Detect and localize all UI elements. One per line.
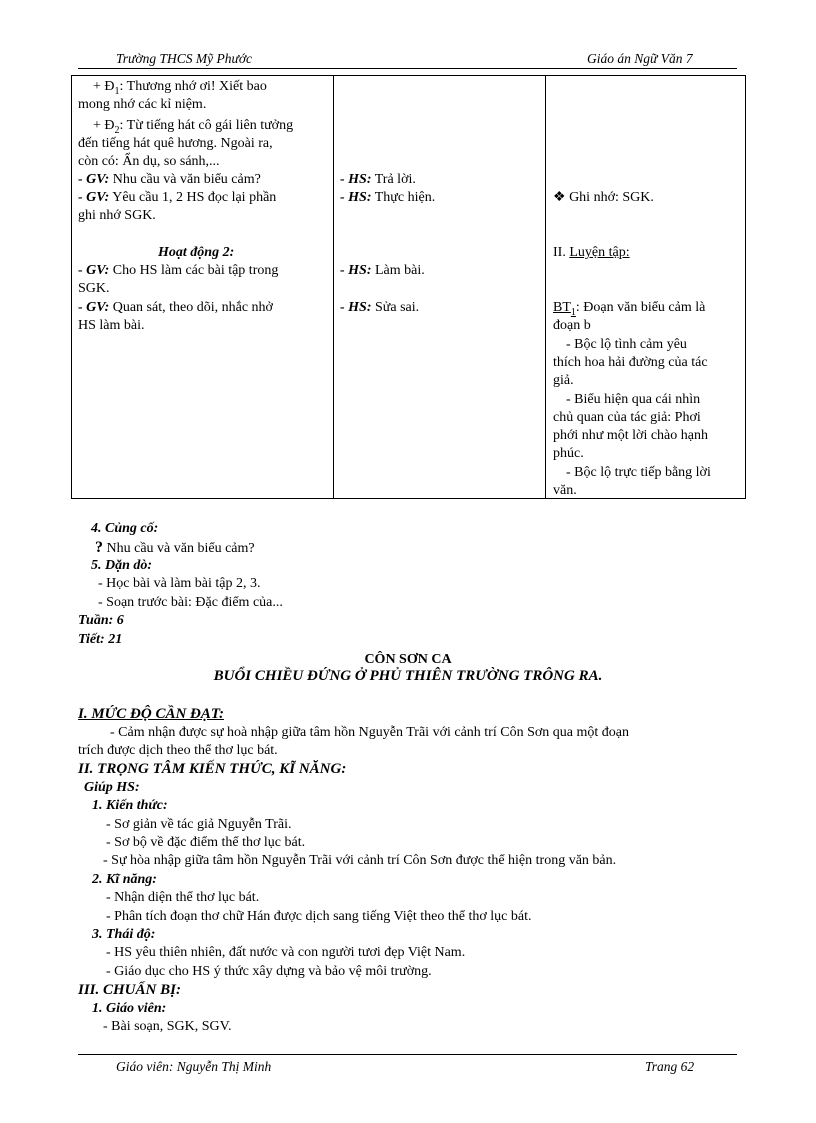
col1-line-1: + $Đ_1$: Thương nhớ ơi! Xiết bao bbox=[93, 79, 267, 97]
footer-page-number: Trang 62 bbox=[645, 1059, 695, 1074]
footer-teacher: Giáo viên: Nguyễn Thị Minh bbox=[116, 1059, 272, 1074]
col3-line-5: - Bộc lộ tình cảm yêu bbox=[566, 337, 687, 352]
col1-line-8: ghi nhớ SGK. bbox=[78, 208, 156, 223]
section-1-line-2: trích được dịch theo thể thơ lục bát. bbox=[78, 743, 278, 758]
col2-line-1: - HS: Trả lời. bbox=[340, 172, 416, 187]
col1-line-13: HS làm bài. bbox=[78, 318, 145, 333]
col3-bt1: $BT_1$: Đoạn văn biểu cảm là bbox=[553, 300, 706, 318]
kien-thuc-heading: 1. Kiến thức: bbox=[92, 798, 168, 813]
table-divider-2 bbox=[545, 75, 546, 499]
table-top-border bbox=[71, 75, 745, 76]
giup-hs-label: Giúp HS: bbox=[84, 780, 140, 795]
table-bottom-border bbox=[71, 498, 745, 499]
tuan-label: Tuần: 6 bbox=[78, 613, 124, 628]
question-mark-icon: ? bbox=[95, 539, 103, 556]
kien-thuc-item-1: - Sơ giản về tác giả Nguyễn Trãi. bbox=[106, 817, 292, 832]
table-left-border bbox=[71, 75, 72, 499]
ki-nang-item-1: - Nhận diện thể thơ lục bát. bbox=[106, 890, 260, 905]
col3-line-7: giả. bbox=[553, 373, 574, 388]
col3-line-8: - Biểu hiện qua cái nhìn bbox=[566, 392, 701, 407]
kien-thuc-item-3: - Sự hòa nhập giữa tâm hồn Nguyễn Trãi với cảnh trí Côn Sơn được thể hiện trong văn bản. bbox=[103, 853, 617, 868]
cung-co-heading: 4. Củng cố: bbox=[91, 521, 159, 536]
lesson-title-1: CÔN SƠN CA bbox=[364, 652, 452, 667]
lesson-title-2: BUỔI CHIỀU ĐỨNG Ở PHỦ THIÊN TRƯỜNG TRÔNG RA. bbox=[213, 668, 603, 684]
col3-line-6: thích hoa hải đường của tác bbox=[553, 355, 708, 370]
col2-line-4: - HS: Sửa sai. bbox=[340, 300, 420, 315]
dan-do-item-2: - Soạn trước bài: Đặc điểm của... bbox=[98, 595, 283, 610]
thai-do-heading: 3. Thái độ: bbox=[92, 927, 156, 942]
col3-line-9: chủ quan của tác giả: Phơi bbox=[553, 410, 701, 425]
col1-line-12: - GV: Quan sát, theo dõi, nhắc nhở bbox=[78, 300, 273, 315]
col3-line-4: đoạn b bbox=[553, 318, 591, 333]
col3-ghi-nho: ❖ Ghi nhớ: SGK. bbox=[553, 190, 654, 205]
header-rule bbox=[78, 68, 737, 69]
col3-line-10: phới như một lời chào hạnh bbox=[553, 428, 708, 443]
header-subject: Giáo án Ngữ Văn 7 bbox=[587, 51, 693, 66]
col2-line-3: - HS: Làm bài. bbox=[340, 263, 425, 278]
tiet-label: Tiết: 21 bbox=[78, 632, 123, 647]
thai-do-item-2: - Giáo dục cho HS ý thức xây dựng và bảo vệ môi trường. bbox=[106, 964, 432, 979]
header-school: Trường THCS Mỹ Phước bbox=[116, 51, 253, 66]
dan-do-heading: 5. Dặn dò: bbox=[91, 558, 153, 573]
col3-line-13: văn. bbox=[553, 483, 577, 498]
col3-line-12: - Bộc lộ trực tiếp bằng lời bbox=[566, 465, 711, 480]
col1-line-10: - GV: Cho HS làm các bài tập trong bbox=[78, 263, 279, 278]
col2-line-2: - HS: Thực hiện. bbox=[340, 190, 436, 205]
activity-2-heading: Hoạt động 2: bbox=[158, 245, 235, 260]
col3-line-11: phúc. bbox=[553, 446, 584, 461]
ki-nang-item-2: - Phân tích đoạn thơ chữ Hán được dịch sang tiếng Việt theo thể thơ lục bát. bbox=[106, 909, 532, 924]
section-1-line-1: - Cảm nhận được sự hoà nhập giữa tâm hồn Nguyễn Trãi với cảnh trí Côn Sơn qua một đoạn bbox=[110, 725, 629, 740]
thai-do-item-1: - HS yêu thiên nhiên, đất nước và con người tươi đẹp Việt Nam. bbox=[106, 945, 466, 960]
col1-line-5: còn có: Ẩn dụ, so sánh,... bbox=[78, 154, 220, 169]
section-1-heading: I. MỨC ĐỘ CẦN ĐẠT: bbox=[78, 706, 224, 722]
section-2-heading: II. TRỌNG TÂM KIẾN THỨC, KĨ NĂNG: bbox=[78, 761, 347, 777]
table-divider-1 bbox=[333, 75, 334, 499]
col1-line-2: mong nhớ các kỉ niệm. bbox=[78, 97, 207, 112]
diamond-bullet-icon: ❖ bbox=[553, 190, 566, 205]
col3-luyen-tap: II. Luyện tập: bbox=[553, 245, 630, 260]
footer-rule bbox=[78, 1054, 737, 1055]
col1-line-3: + $Đ_2$: Từ tiếng hát cô gái liên tưởng bbox=[93, 118, 294, 136]
col1-line-7: - GV: Yêu cầu 1, 2 HS đọc lại phần bbox=[78, 190, 277, 205]
col1-line-11: SGK. bbox=[78, 281, 110, 296]
cung-co-question: ? Nhu cầu và văn biểu cảm? bbox=[95, 539, 255, 556]
section-3-heading: III. CHUẨN BỊ: bbox=[78, 982, 181, 998]
table-right-border bbox=[745, 75, 746, 499]
giao-vien-item-1: - Bài soạn, SGK, SGV. bbox=[103, 1019, 232, 1034]
col1-line-4: đến tiếng hát quê hương. Ngoài ra, bbox=[78, 136, 273, 151]
dan-do-item-1: - Học bài và làm bài tập 2, 3. bbox=[98, 576, 261, 591]
col1-line-6: - GV: Nhu cầu và văn biểu cảm? bbox=[78, 172, 261, 187]
ki-nang-heading: 2. Kĩ năng: bbox=[92, 872, 157, 887]
giao-vien-heading: 1. Giáo viên: bbox=[92, 1001, 167, 1016]
kien-thuc-item-2: - Sơ bộ về đặc điểm thể thơ lục bát. bbox=[106, 835, 306, 850]
